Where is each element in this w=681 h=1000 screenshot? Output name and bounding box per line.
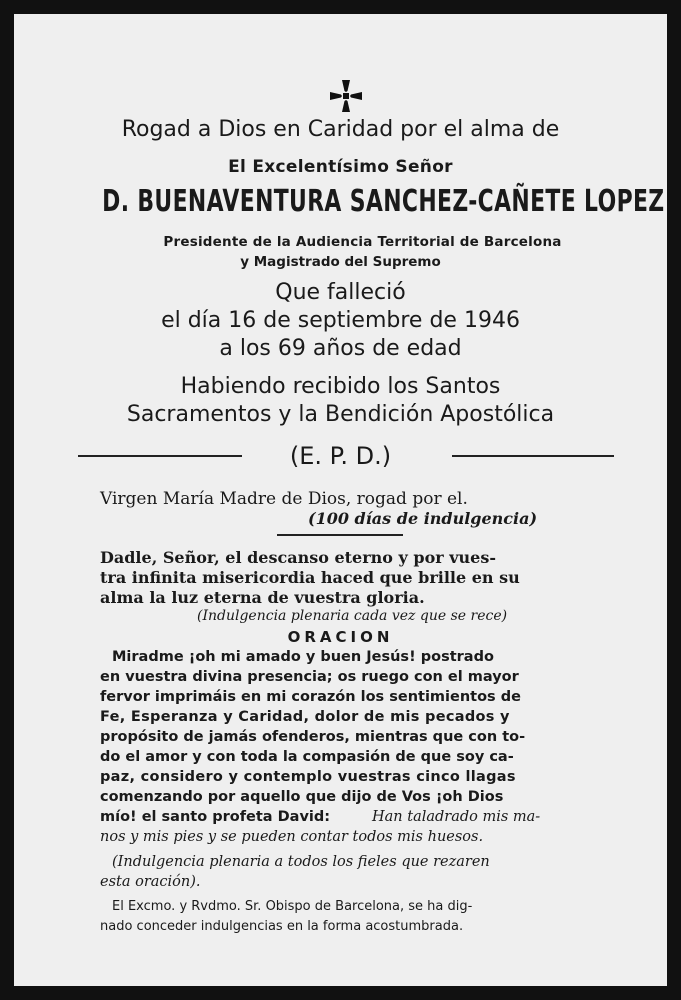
oracion-heading: ORACION <box>287 628 394 646</box>
oracion-line: fervor imprimáis en mi corazón los sentimientos de <box>100 689 521 705</box>
oracion-indulgence-1: (Indulgencia plenaria a todos los fieles que rezaren <box>112 854 490 870</box>
oracion-indulgence-2: esta oración). <box>100 874 201 890</box>
sacraments-line-2: Sacramentos y la Bendición Apostólica <box>126 402 555 427</box>
rest-prayer-line-2: tra infinita misericordia haced que brille en su <box>100 568 520 587</box>
memorial-card <box>14 14 667 986</box>
death-line-1: Que falleció <box>275 280 406 305</box>
psalm-quote-1: Han taladrado mis ma- <box>372 809 541 825</box>
divider-small <box>277 534 403 536</box>
virgin-indulgence: (100 días de indulgencia) <box>308 509 538 528</box>
oracion-line: mío! el santo profeta David: <box>100 809 331 825</box>
rest-prayer-indulgence: (Indulgencia plenaria cada vez que se rece) <box>197 608 508 624</box>
footer-line-2: nado conceder indulgencias en la forma acostumbrada. <box>100 919 464 934</box>
oracion-line: propósito de jamás ofenderos, mientras que con to- <box>100 729 526 745</box>
cross-pattee-icon <box>328 78 364 114</box>
death-age: a los 69 años de edad <box>219 336 462 361</box>
oracion-line: comenzando por aquello que dijo de Vos ¡oh Dios <box>100 789 504 805</box>
oracion-line: paz, considero y contemplo vuestras cinco llagas <box>100 769 516 785</box>
header-honorific: El Excelentísimo Señor <box>228 157 453 177</box>
death-date: el día 16 de septiembre de 1946 <box>161 308 520 333</box>
epd-text: (E. P. D.) <box>289 442 392 470</box>
oracion-line: Fe, Esperanza y Caridad, dolor de mis pecados y <box>100 709 510 725</box>
psalm-quote-2: nos y mis pies y se pueden contar todos mis huesos. <box>100 829 484 845</box>
divider-right <box>452 455 614 457</box>
oracion-line: Miradme ¡oh mi amado y buen Jesús! postrado <box>112 649 494 665</box>
rest-prayer-line-1: Dadle, Señor, el descanso eterno y por vues- <box>100 548 497 567</box>
deceased-title-1: Presidente de la Audiencia Territorial de Barcelona <box>163 234 562 250</box>
sacraments-line-1: Habiendo recibido los Santos <box>180 374 501 399</box>
footer-line-1: El Excmo. y Rvdmo. Sr. Obispo de Barcelona, se ha dig- <box>112 899 473 914</box>
rest-prayer-line-3: alma la luz eterna de vuestra gloria. <box>100 588 425 607</box>
deceased-name: D. BUENAVENTURA SANCHEZ-CAÑETE LOPEZ <box>102 184 665 219</box>
header-invocation: Rogad a Dios en Caridad por el alma de <box>121 117 560 142</box>
virgin-prayer: Virgen María Madre de Dios, rogad por el. <box>100 489 468 509</box>
oracion-line: en vuestra divina presencia; os ruego con el mayor <box>100 669 519 685</box>
oracion-line: do el amor y con toda la compasión de que soy ca- <box>100 749 514 765</box>
deceased-title-2: y Magistrado del Supremo <box>240 254 441 270</box>
